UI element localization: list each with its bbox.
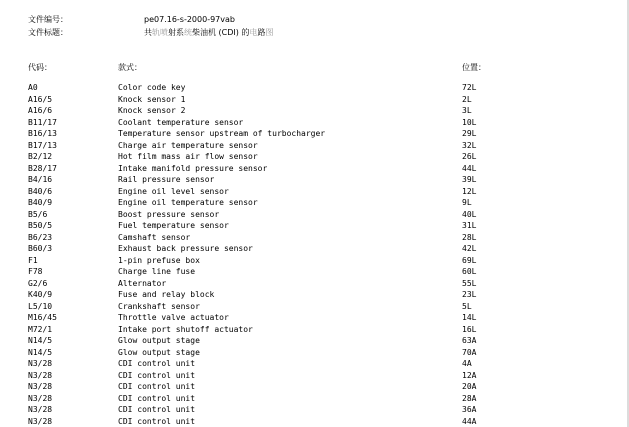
table-row	[28, 232, 508, 244]
table-row	[28, 358, 508, 370]
row-position: 26L	[462, 152, 477, 161]
row-code: N3/28	[28, 405, 53, 414]
doc-number-value: pe07.16-s-2000-97vab	[144, 15, 235, 24]
row-description: Intake port shutoff actuator	[118, 324, 253, 334]
row-description: Hot film mass air flow sensor	[118, 152, 258, 161]
doc-title-segment: 柴油机 (CDI) 的	[192, 28, 250, 37]
row-position: 16L	[462, 324, 477, 334]
row-code: B40/6	[28, 186, 53, 196]
row-position: 42L	[462, 244, 477, 253]
row-code: B60/3	[28, 244, 53, 253]
table-row	[28, 266, 508, 278]
row-position: 32L	[462, 140, 477, 150]
table-row	[28, 404, 508, 416]
row-position: 28L	[462, 232, 477, 242]
row-description: Alternator	[118, 278, 167, 288]
row-description: Exhaust back pressure sensor	[118, 244, 253, 253]
row-position: 10L	[462, 117, 477, 127]
row-description: Glow output stage	[118, 347, 200, 357]
table-row	[28, 94, 508, 106]
row-code: M16/45	[28, 313, 57, 322]
row-description: Boost pressure sensor	[118, 209, 220, 219]
row-code: A0	[28, 83, 38, 92]
row-position: 9L	[462, 198, 472, 207]
row-position: 44L	[462, 163, 477, 173]
header-pos: 位置：	[462, 63, 486, 72]
row-description: Rail pressure sensor	[118, 175, 215, 184]
header-desc: 款式：	[118, 63, 142, 72]
row-position: 63A	[462, 336, 477, 345]
row-code: L5/10	[28, 301, 53, 311]
row-description: Charge line fuse	[118, 267, 196, 276]
table-row	[28, 82, 508, 94]
table-row	[28, 128, 508, 140]
row-code: N3/28	[28, 382, 53, 391]
table-row	[28, 255, 508, 267]
row-code: N3/28	[28, 393, 53, 403]
table-row	[28, 186, 508, 198]
row-description: Engine oil temperature sensor	[118, 198, 258, 207]
row-code: G2/6	[28, 278, 48, 288]
row-code: B11/17	[28, 117, 57, 127]
doc-title-segment: 路	[257, 28, 266, 37]
row-position: 39L	[462, 175, 477, 184]
row-code: N3/28	[28, 359, 53, 368]
row-description: CDI control unit	[118, 382, 196, 391]
doc-title-segment: 图	[265, 28, 274, 37]
row-description: Engine oil level sensor	[118, 186, 229, 196]
doc-title-value	[144, 27, 273, 38]
row-code: N3/28	[28, 370, 53, 380]
doc-number-label: 文件编号：	[28, 15, 68, 24]
row-description: Crankshaft sensor	[118, 301, 200, 311]
table-row	[28, 312, 508, 324]
row-code: B28/17	[28, 163, 57, 173]
row-description: Intake manifold pressure sensor	[118, 163, 268, 173]
row-code: B16/13	[28, 129, 57, 138]
header-code: 代码：	[28, 63, 52, 72]
component-table	[28, 82, 508, 427]
row-position: 12L	[462, 186, 477, 196]
row-code: B40/9	[28, 198, 53, 207]
row-code: B5/6	[28, 209, 48, 219]
row-position: 28A	[462, 393, 477, 403]
row-code: F78	[28, 267, 43, 276]
row-position: 20A	[462, 382, 477, 391]
table-row	[28, 151, 508, 163]
doc-title-segment: 共	[144, 28, 152, 37]
row-description: Color code key	[118, 83, 186, 92]
row-position: 72L	[462, 83, 477, 92]
row-description: 1-pin prefuse box	[118, 255, 200, 265]
row-description: Fuse and relay block	[118, 290, 215, 299]
row-description: Camshaft sensor	[118, 232, 191, 242]
row-description: Knock sensor 1	[118, 94, 186, 104]
row-position: 69L	[462, 255, 477, 265]
table-row	[28, 197, 508, 209]
row-position: 3L	[462, 106, 472, 115]
table-row	[28, 174, 508, 186]
row-code: B17/13	[28, 140, 57, 150]
row-position: 23L	[462, 290, 477, 299]
table-row	[28, 117, 508, 129]
row-position: 40L	[462, 209, 477, 219]
row-code: A16/5	[28, 94, 53, 104]
table-row	[28, 301, 508, 313]
row-code: N14/5	[28, 336, 53, 345]
row-description: CDI control unit	[118, 370, 196, 380]
row-code: K40/9	[28, 290, 53, 299]
row-position: 44A	[462, 416, 477, 426]
row-code: F1	[28, 255, 38, 265]
row-position: 36A	[462, 405, 477, 414]
row-position: 55L	[462, 278, 477, 288]
row-description: Charge air temperature sensor	[118, 140, 258, 150]
row-position: 12A	[462, 370, 477, 380]
table-row	[28, 335, 508, 347]
table-row	[28, 220, 508, 232]
row-description: Glow output stage	[118, 336, 200, 345]
row-position: 14L	[462, 313, 477, 322]
row-position: 4A	[462, 359, 472, 368]
table-row	[28, 393, 508, 405]
doc-title-label: 文件标题：	[28, 28, 68, 37]
table-row	[28, 289, 508, 301]
row-description: Temperature sensor upstream of turbocharger	[118, 129, 326, 138]
row-code: A16/6	[28, 106, 53, 115]
table-row	[28, 140, 508, 152]
table-row	[28, 370, 508, 382]
table-row	[28, 243, 508, 255]
row-position: 2L	[462, 94, 472, 104]
row-description: Coolant temperature sensor	[118, 117, 244, 127]
row-code: N14/5	[28, 347, 53, 357]
row-description: CDI control unit	[118, 405, 196, 414]
doc-title-segment: 电	[249, 28, 258, 37]
row-description: Knock sensor 2	[118, 106, 186, 115]
row-description: Throttle valve actuator	[118, 313, 229, 322]
table-row	[28, 163, 508, 175]
row-description: CDI control unit	[118, 359, 196, 368]
table-row	[28, 324, 508, 336]
row-position: 31L	[462, 221, 477, 230]
row-position: 29L	[462, 129, 477, 138]
table-row	[28, 105, 508, 117]
row-description: Fuel temperature sensor	[118, 221, 229, 230]
table-row	[28, 278, 508, 290]
row-code: M72/1	[28, 324, 53, 334]
doc-title-segment: 统	[184, 28, 192, 37]
row-description: CDI control unit	[118, 416, 196, 426]
row-description: CDI control unit	[118, 393, 196, 403]
row-position: 70A	[462, 347, 477, 357]
table-row	[28, 381, 508, 393]
row-code: B2/12	[28, 152, 53, 161]
row-code: B6/23	[28, 232, 53, 242]
table-row	[28, 347, 508, 359]
doc-title-segment: 射系	[168, 28, 184, 37]
table-row	[28, 416, 508, 427]
row-position: 5L	[462, 301, 472, 311]
row-code: N3/28	[28, 416, 53, 426]
doc-title-segment: 轨喷	[152, 28, 168, 37]
row-code: B4/16	[28, 175, 53, 184]
row-position: 60L	[462, 267, 477, 276]
table-header	[28, 62, 508, 73]
row-code: B50/5	[28, 221, 53, 230]
table-row	[28, 209, 508, 221]
